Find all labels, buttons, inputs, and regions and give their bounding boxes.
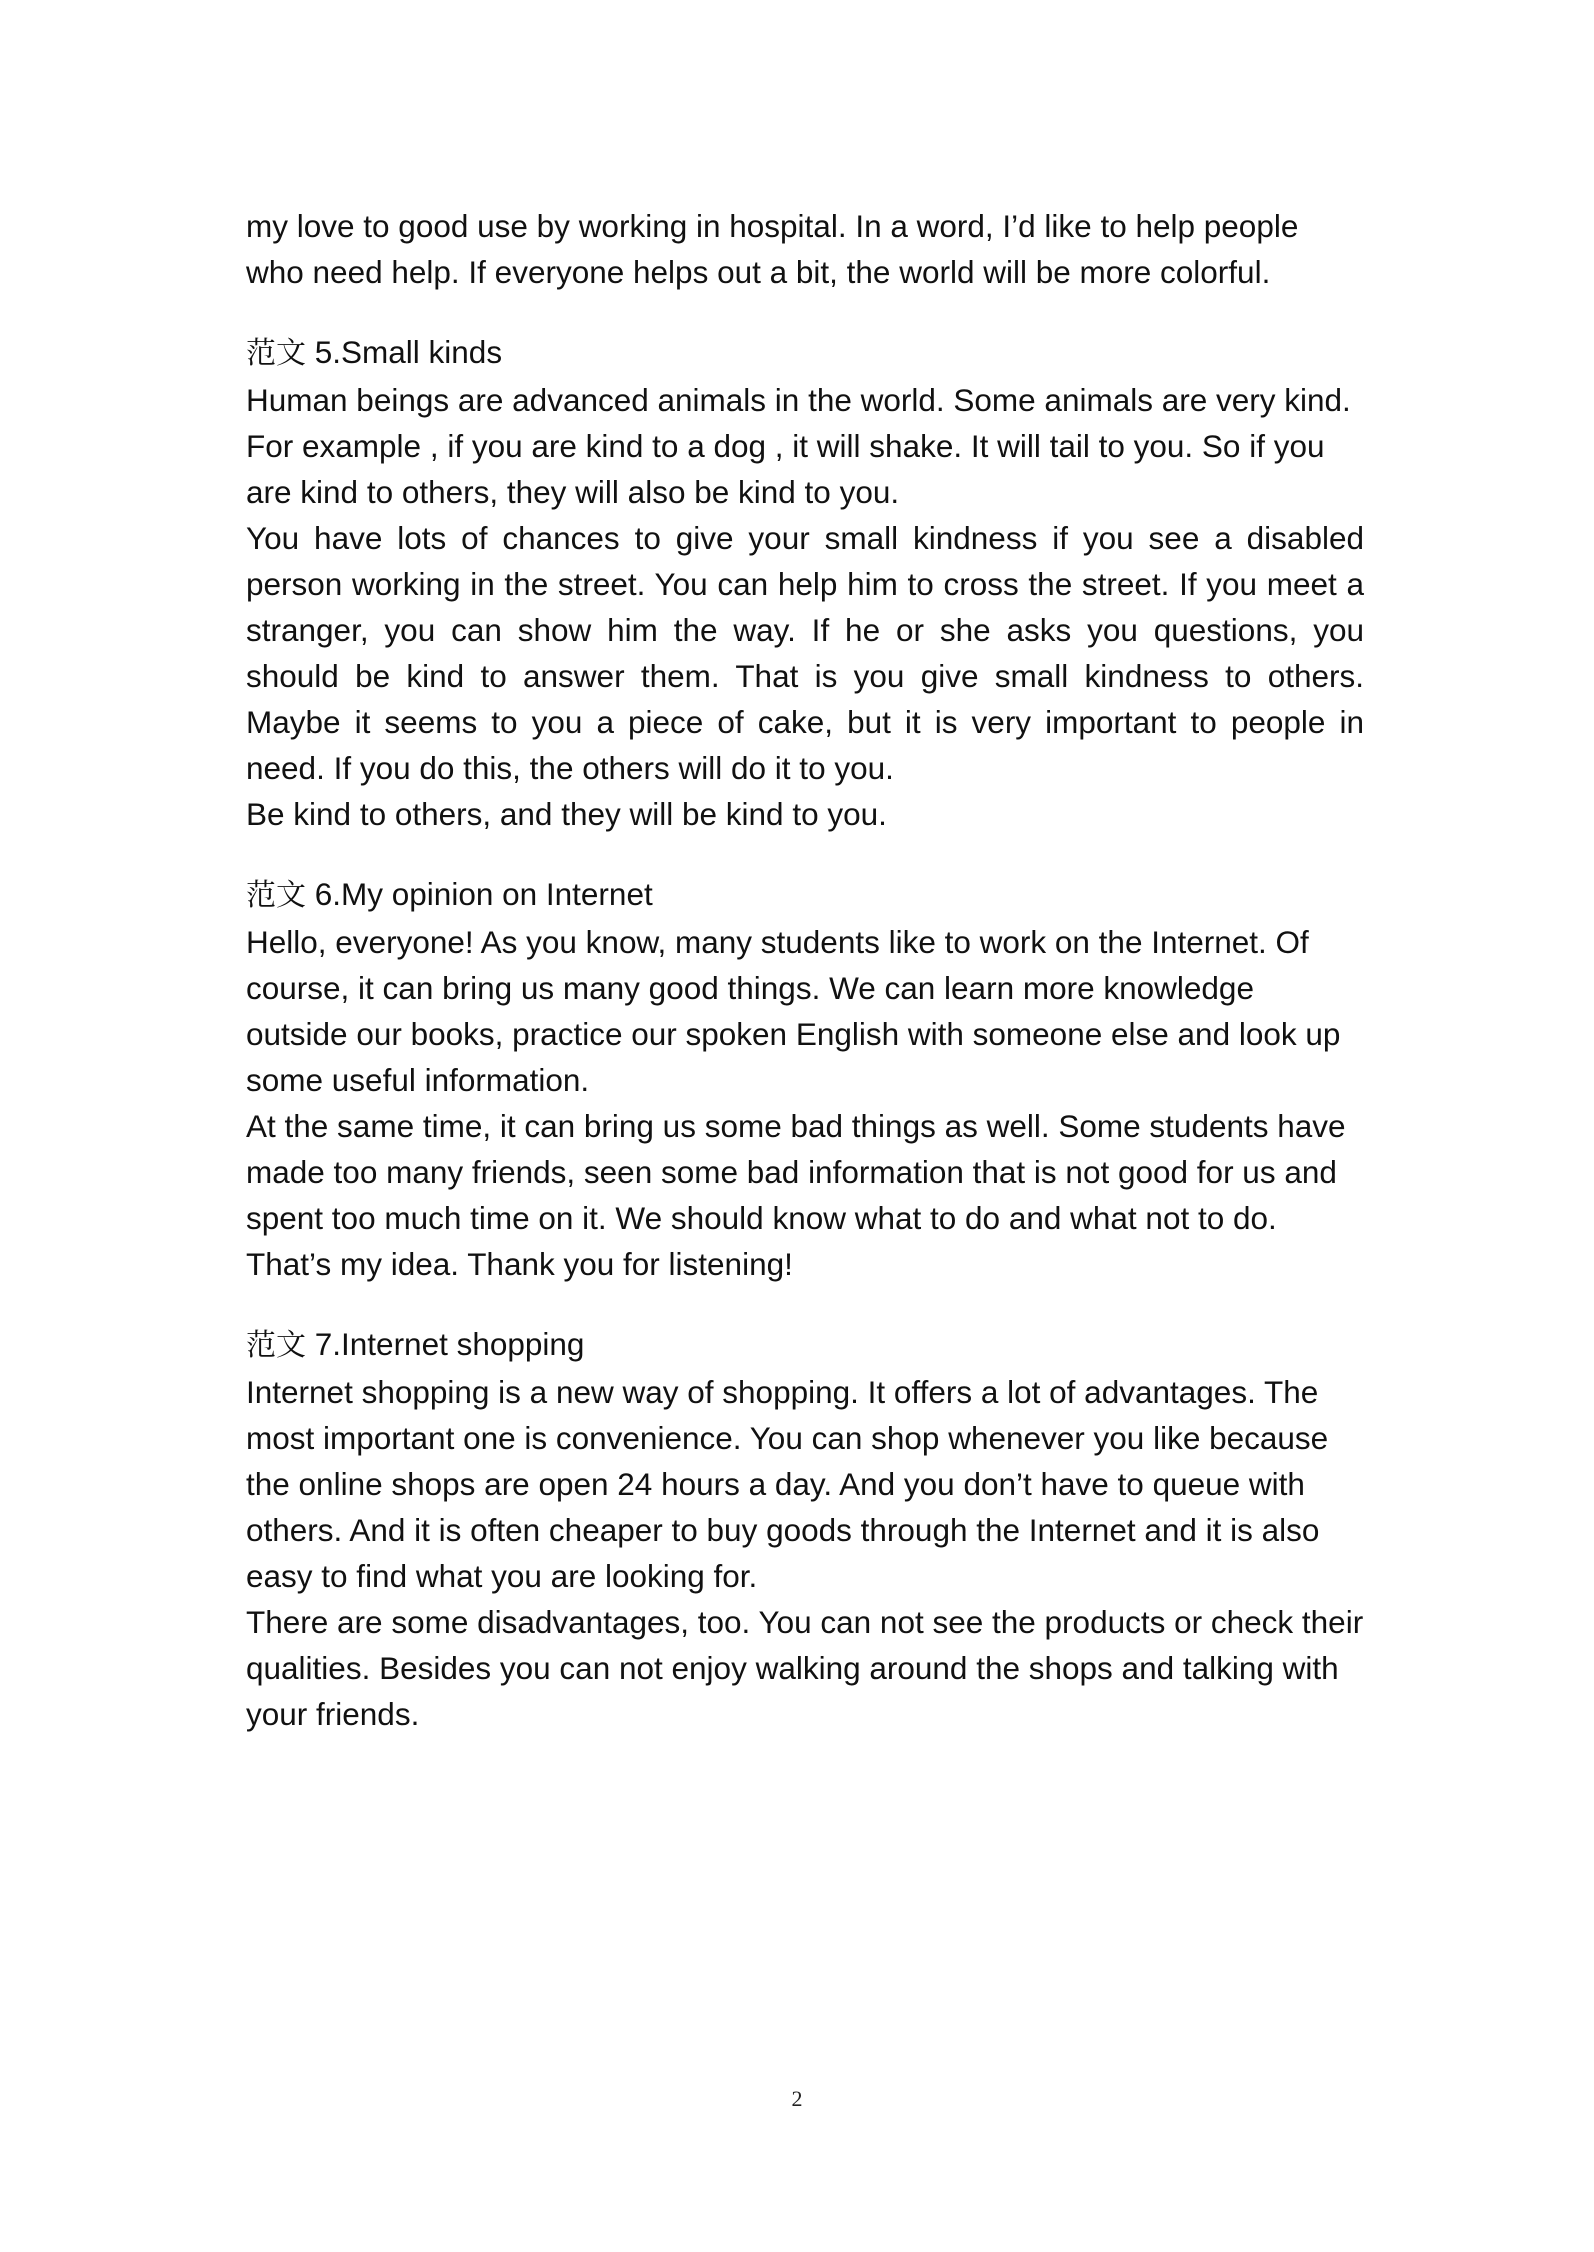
section-7-paragraph-1: Internet shopping is a new way of shopping. It offers a lot of advantages. The most important one is convenience. You can shop whenever you like because the online shops are open 24 hours a day. And you don’t have to queue with others. And it is often cheaper to buy goods through the Internet and it is also easy to find what you are looking for.	[246, 1374, 1329, 1594]
section-spacer	[246, 1287, 1364, 1321]
section-spacer	[246, 837, 1364, 871]
section-7-title: 7.Internet shopping	[306, 1326, 585, 1362]
section-6-prefix: 范文	[246, 878, 306, 913]
section-7-heading	[246, 1321, 1364, 1369]
section-7-prefix: 范文	[246, 1328, 306, 1363]
page-content	[246, 203, 1364, 1737]
section-6-paragraph-1: Hello, everyone! As you know, many students like to work on the Internet. Of course, it can bring us many good things. We can learn more knowledge outside our books, practice our spoken English with someone else and look up some useful information.	[246, 924, 1341, 1098]
section-spacer	[246, 295, 1364, 329]
section-7-paragraph-2: There are some disadvantages, too. You can not see the products or check their qualities. Besides you can not enjoy walking around the shops and talking with your friends.	[246, 1604, 1364, 1732]
section-6-paragraph-2: At the same time, it can bring us some bad things as well. Some students have made too many friends, seen some bad information that is not good for us and spent too much time on it. We should know what to do and what not to do.	[246, 1108, 1346, 1236]
page-number: 2	[791, 2086, 803, 2111]
section-5-paragraph-2: You have lots of chances to give your small kindness if you see a disabled person working in the street. You can help him to cross the street. If you meet a stranger, you can show him the way. If he or she asks you questions, you should be kind to answer them. That is you give small kindness to others. Maybe it seems to you a piece of cake, but it is very important to people in need. If you do this, the others will do it to you.	[246, 520, 1364, 786]
intro-paragraph: my love to good use by working in hospital. In a word, I’d like to help people who need help. If everyone helps out a bit, the world will be more colorful.	[246, 208, 1299, 290]
section-5-paragraph-3: Be kind to others, and they will be kind to you.	[246, 796, 887, 832]
section-5-title: 5.Small kinds	[306, 334, 503, 370]
section-6-paragraph-3: That’s my idea. Thank you for listening!	[246, 1246, 793, 1282]
section-5-prefix: 范文	[246, 336, 306, 371]
section-5-paragraph-1: Human beings are advanced animals in the world. Some animals are very kind. For example , if you are kind to a dog , it will shake. It will tail to you. So if you are kind to others, they will also be kind to you.	[246, 382, 1351, 510]
section-6-title: 6.My opinion on Internet	[306, 876, 653, 912]
section-5-heading	[246, 329, 1364, 377]
section-6-heading	[246, 871, 1364, 919]
